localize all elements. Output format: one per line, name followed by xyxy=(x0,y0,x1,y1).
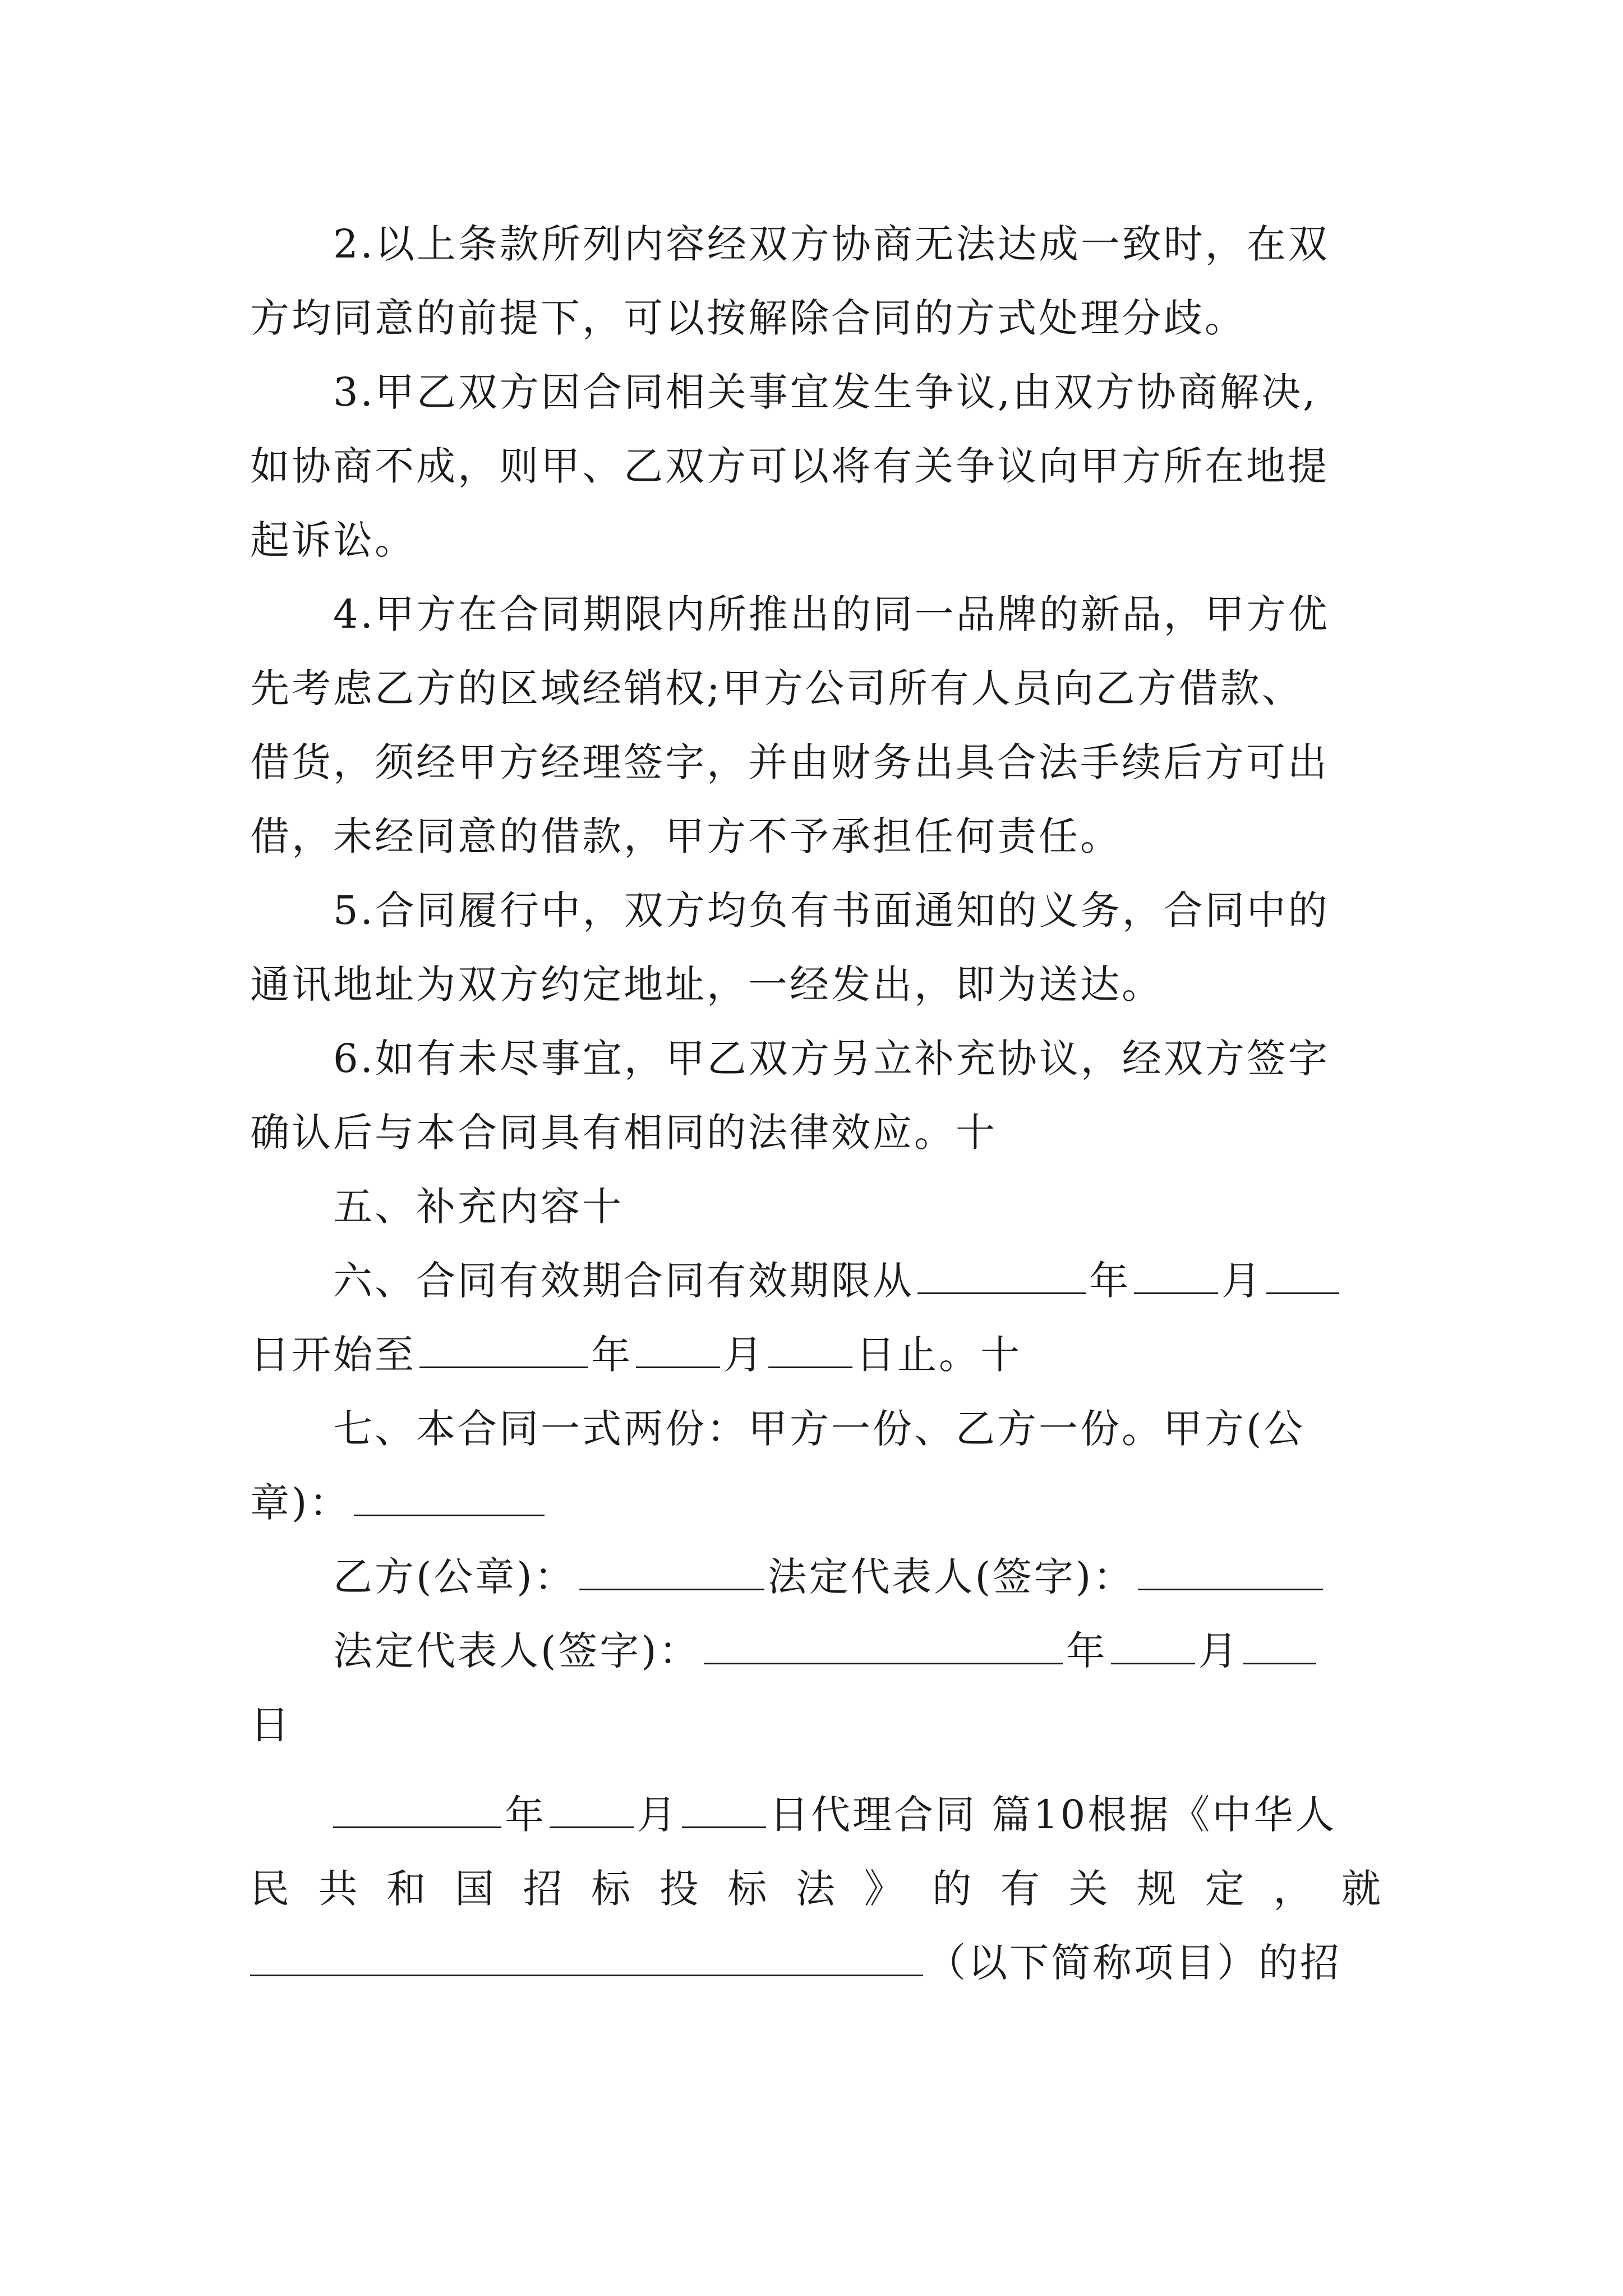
paragraph-line: 如协商不成，则甲、乙双方可以将有关争议向甲方所在地提 xyxy=(250,443,1329,489)
contract-title-text: 日代理合同 篇10根据《中华人 xyxy=(769,1792,1337,1838)
contract-intro-line xyxy=(333,1784,1336,1846)
project-name-blank xyxy=(250,1941,923,1976)
paragraph-line: 借，未经同意的借款，甲方不予承担任何责任。 xyxy=(250,813,1122,859)
validity-line xyxy=(250,1324,1022,1386)
copies-line: 七、本合同一式两份：甲方一份、乙方一份。甲方(公 xyxy=(333,1406,1306,1452)
day-start-label: 日开始至 xyxy=(250,1332,416,1378)
month-blank xyxy=(636,1333,720,1368)
rep-sign-blank xyxy=(704,1629,1063,1664)
day-line: 日 xyxy=(250,1702,292,1748)
paragraph-line: 6.如有未尽事宜，甲乙双方另立补充协议，经双方签字 xyxy=(333,1036,1330,1082)
month-label: 月 xyxy=(1221,1258,1263,1304)
day-blank xyxy=(1266,1259,1339,1294)
year-blank xyxy=(917,1259,1086,1294)
paragraph-line: 3.甲乙双方因合同相关事宜发生争议,由双方协商解决, xyxy=(333,369,1318,415)
validity-prefix: 六、合同有效期合同有效期限从 xyxy=(333,1258,914,1304)
rep-line xyxy=(333,1620,1320,1682)
month-label: 月 xyxy=(637,1792,679,1838)
paragraph-line: 5.合同履行中，双方均负有书面通知的义务，合同中的 xyxy=(333,887,1330,933)
validity-line xyxy=(333,1250,1343,1312)
party-b-line xyxy=(333,1546,1326,1608)
year-label: 年 xyxy=(505,1792,546,1838)
day-blank xyxy=(1243,1629,1316,1664)
paragraph-line: 2.以上条款所列内容经双方协商无法达成一致时，在双 xyxy=(333,221,1330,267)
year-blank xyxy=(419,1333,588,1368)
party-a-seal-blank xyxy=(354,1481,545,1516)
paragraph-line: 4.甲方在合同期限内所推出的同一品牌的新品，甲方优 xyxy=(333,591,1330,637)
paragraph-line: 确认后与本合同具有相同的法律效应。十 xyxy=(250,1110,997,1156)
project-line-text: （以下简称项目）的招 xyxy=(926,1940,1341,1986)
month-blank xyxy=(550,1793,634,1828)
year-label: 年 xyxy=(591,1332,633,1378)
project-line xyxy=(250,1932,1341,1994)
rep-sign-label: 法定代表人(签字)： xyxy=(333,1628,700,1674)
month-label: 月 xyxy=(723,1332,765,1378)
paragraph-line: 先考虑乙方的区域经销权;甲方公司所有人员向乙方借款、 xyxy=(250,665,1303,711)
month-label: 月 xyxy=(1198,1628,1240,1674)
rep-sign-blank xyxy=(1138,1555,1323,1590)
paragraph-line: 借货，须经甲方经理签字，并由财务出具合法手续后方可出 xyxy=(250,739,1329,785)
day-blank xyxy=(768,1333,852,1368)
year-label: 年 xyxy=(1089,1258,1131,1304)
month-blank xyxy=(1111,1629,1195,1664)
section-heading: 五、补充内容十 xyxy=(333,1184,624,1230)
rep-sign-label: 法定代表人(签字)： xyxy=(767,1554,1135,1600)
party-b-seal-blank xyxy=(579,1555,764,1590)
year-label: 年 xyxy=(1066,1628,1108,1674)
party-a-seal-line xyxy=(250,1472,548,1534)
party-a-seal-label: 章)： xyxy=(250,1480,351,1526)
paragraph-line: 民共和国招标投标法》的有关规定，就 xyxy=(250,1866,1383,1912)
party-b-seal-label: 乙方(公章)： xyxy=(333,1554,576,1600)
paragraph-line: 方均同意的前提下，可以按解除合同的方式处理分歧。 xyxy=(250,295,1246,341)
paragraph-line: 起诉讼。 xyxy=(250,517,416,563)
year-blank xyxy=(333,1793,501,1828)
month-blank xyxy=(1134,1259,1218,1294)
day-blank xyxy=(682,1793,766,1828)
paragraph-line: 通讯地址为双方约定地址，一经发出，即为送达。 xyxy=(250,961,1163,1007)
end-label: 日止。十 xyxy=(856,1332,1022,1378)
